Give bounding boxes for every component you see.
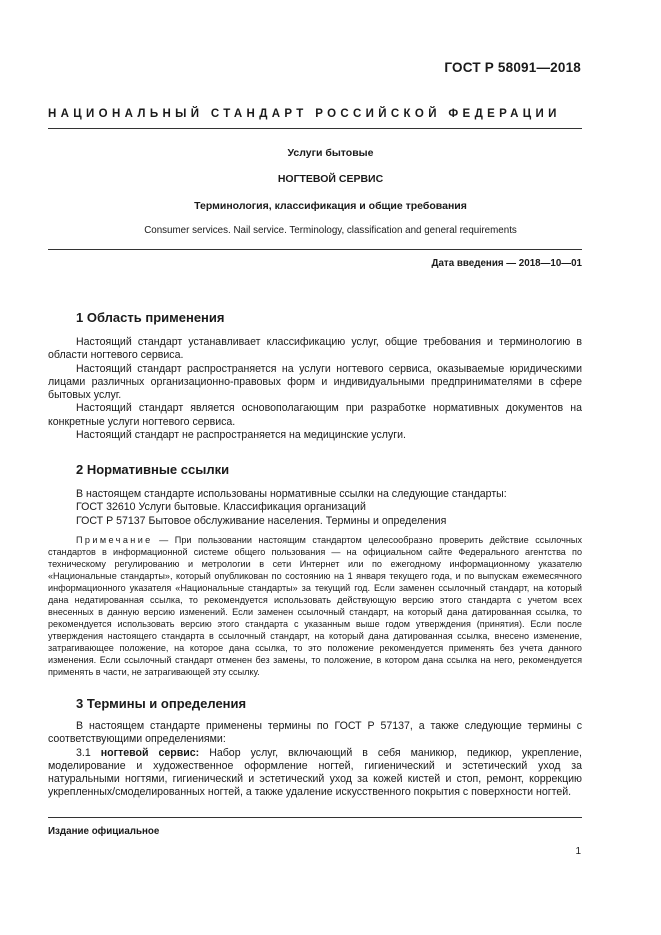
title-line-1: Услуги бытовые [287, 147, 374, 159]
title-divider [48, 249, 582, 250]
section-1-paragraph-4: Настоящий стандарт не распространяется на медицинские услуги. [76, 429, 406, 442]
reference-item: ГОСТ Р 57137 Бытовое обслуживание населения. Термины и определения [76, 514, 447, 527]
section-1-paragraph-3: Настоящий стандарт является основополагающим при разработке нормативных документов на конкретные услуги ногтевого сервиса. [48, 402, 582, 428]
section-1-body [48, 336, 582, 442]
title-english: Consumer services. Nail service. Terminology, classification and general requirements [144, 225, 517, 236]
title-line-3: Терминология, классификация и общие требования [194, 200, 467, 212]
page-number: 1 [575, 846, 581, 857]
intro-date: Дата введения — 2018—10—01 [431, 258, 582, 269]
section-2-heading: 2 Нормативные ссылки [76, 462, 230, 477]
term-name: ногтевой сервис: [100, 746, 200, 759]
references-intro: В настоящем стандарте использованы нормативные ссылки на следующие стандарты: [76, 488, 507, 500]
normative-references-list [76, 488, 507, 528]
title-line-2: НОГТЕВОЙ СЕРВИС [277, 173, 384, 185]
section-1-heading: 1 Область применения [76, 310, 225, 325]
references-note [48, 534, 582, 678]
reference-item: ГОСТ 32610 Услуги бытовые. Классификация организаций [76, 501, 366, 514]
section-3-intro: В настоящем стандарте применены термины по ГОСТ Р 57137, а также следующие термины с соответствующими определениями: [48, 720, 582, 746]
term-definition [48, 747, 582, 800]
section-3-heading: 3 Термины и определения [76, 696, 247, 711]
top-divider [48, 128, 582, 129]
section-1-paragraph-1: Настоящий стандарт устанавливает классификацию услуг, общие требования и терминологию в области ногтевого сервиса. [48, 336, 582, 362]
edition-label: Издание официальное [48, 826, 160, 837]
term-number: 3.1 [76, 746, 101, 759]
gost-number: ГОСТ Р 58091—2018 [444, 60, 581, 75]
note-text: — При пользовании настоящим стандартом целесообразно проверить действие ссылочных стандартов в информационной системе общего пользования — на официальном сайте Федерального агентства по техническому регулированию и метрологии в сети Интернет или по ежегодному информационному указателю «Национальные стандарты», который опубликован по состоянию на 1 января текущего года, и по выпускам ежемесячного информационного указателя «Национальные стандарты» за текущий год. Если заменен ссылочный стандарт, на который дана недатированная ссылка, то рекомендуется использовать действующую версию этого стандарта с учетом всех внесенных в данную версию изменений. Если заменен ссылочный стандарт, на который дана датированная ссылка, то рекомендуется использовать версию этого стандарта с указанным выше годом утверждения (принятия). Если после утверждения настоящего стандарта в ссылочный стандарт, на который дана датированная ссылка, внесено изменение, затрагивающее положение, на которое дана ссылка, то это положение рекомендуется применять без учета данного изменения. Если ссылочный стандарт отменен без замены, то положение, в котором дана ссылка на него, рекомендуется применять в части, не затрагивающей эту ссылку. [48, 535, 582, 677]
footer-divider [48, 817, 582, 818]
term-text: Набор услуг, включающий в себя маникюр, педикюр, укрепление, моделирование и художественное оформление ногтей, гигиенический и эстетический уход за натуральными ногтями, гигиенический и эстетический уход за кожей кистей и стоп, ремонт, коррекцию укрепленных/смоделированных ногтей, а также удаление искусственного покрытия с поверхности ногтей. [48, 746, 582, 799]
section-3-body [48, 720, 582, 800]
national-standard-heading: НАЦИОНАЛЬНЫЙ СТАНДАРТ РОССИЙСКОЙ ФЕДЕРАЦИИ [48, 108, 561, 120]
note-label: Примечание [76, 535, 153, 545]
section-1-paragraph-2: Настоящий стандарт распространяется на услуги ногтевого сервиса, оказываемые юридическими лицами различных организационно-правовых форм и индивидуальными предпринимателями в сфере бытовых услуг. [48, 362, 582, 402]
